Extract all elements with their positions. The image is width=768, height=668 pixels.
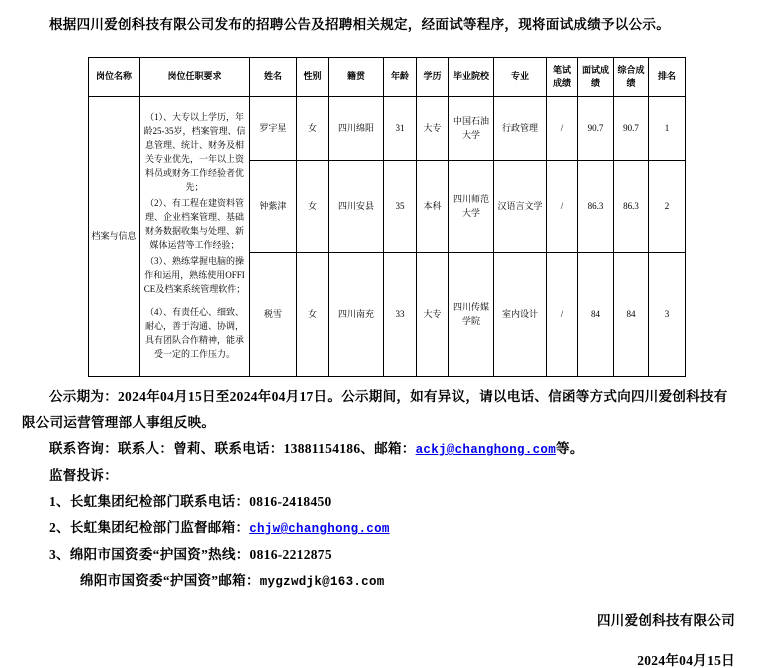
cell-written-score: /	[547, 161, 578, 253]
contact-prefix: 联系咨询：联系人：曾莉、联系电话：13881154186、邮箱：	[49, 441, 416, 456]
col-header-interview-score: 面试成绩	[578, 58, 614, 97]
table-row	[89, 97, 686, 161]
cell-name: 罗宇星	[250, 97, 297, 161]
col-header-gender: 性别	[297, 58, 329, 97]
requirement-item-2: （2）、有工程在建资料管理、企业档案管理、基础财务数据收集与处理、新媒体运营等工作经验；	[144, 198, 244, 250]
col-header-rank: 排名	[649, 58, 686, 97]
cell-job-requirements	[140, 97, 250, 377]
col-header-written-score: 笔试成绩	[547, 58, 578, 97]
supervision-item-4-prefix: 绵阳市国资委“护国资”邮箱：	[80, 573, 260, 588]
col-header-position-name: 岗位名称	[89, 58, 140, 97]
cell-gender: 女	[297, 161, 329, 253]
cell-school: 四川师范大学	[449, 161, 494, 253]
cell-education: 本科	[417, 161, 449, 253]
supervision-item-2	[22, 515, 738, 542]
cell-hometown: 四川安县	[329, 161, 384, 253]
supervision-item-1: 1、长虹集团纪检部门联系电话：0816-2418450	[49, 494, 332, 509]
cell-overall-score: 86.3	[614, 161, 649, 253]
cell-age: 35	[384, 161, 417, 253]
requirement-item-4: （4）、有责任心、细致、耐心，善于沟通、协调，具有团队合作精神，能承受一定的工作压力。	[144, 307, 244, 359]
supervision-item-3: 3、绵阳市国资委“护国资”热线：0816-2212875	[49, 547, 332, 562]
col-header-name: 姓名	[250, 58, 297, 97]
cell-major: 汉语言文学	[494, 161, 547, 253]
interview-results-table	[88, 57, 686, 377]
supervision-title: 监督投诉：	[49, 468, 118, 483]
cell-rank: 3	[649, 253, 686, 377]
cell-overall-score: 84	[614, 253, 649, 377]
cell-written-score: /	[547, 97, 578, 161]
supervision-item-4	[22, 568, 738, 595]
cell-name: 税雪	[250, 253, 297, 377]
cell-rank: 2	[649, 161, 686, 253]
col-header-education: 学历	[417, 58, 449, 97]
cell-school: 四川传媒学院	[449, 253, 494, 377]
col-header-overall-score: 综合成绩	[614, 58, 649, 97]
cell-gender: 女	[297, 253, 329, 377]
cell-age: 31	[384, 97, 417, 161]
col-header-hometown: 籍贯	[329, 58, 384, 97]
col-header-age: 年龄	[384, 58, 417, 97]
publicity-period-paragraph: 公示期为：2024年04月15日至2024年04月17日。公示期间，如有异议，请以电话、信函等方式向四川爱创科技有限公司运营管理部人事组反映。	[22, 389, 728, 430]
signature-block	[22, 608, 738, 668]
supervision-email-link[interactable]: chjw@changhong.com	[249, 522, 390, 536]
contact-email-link[interactable]: ackj@changhong.com	[415, 443, 557, 457]
cell-gender: 女	[297, 97, 329, 161]
cell-rank: 1	[649, 97, 686, 161]
cell-position-name: 档案与信息	[89, 97, 140, 377]
contact-line	[22, 436, 738, 463]
cell-interview-score: 86.3	[578, 161, 614, 253]
col-header-major: 专业	[494, 58, 547, 97]
cell-education: 大专	[417, 253, 449, 377]
col-header-requirements: 岗位任职要求	[140, 58, 250, 97]
cell-school: 中国石油大学	[449, 97, 494, 161]
cell-age: 33	[384, 253, 417, 377]
requirement-item-3: （3）、熟练掌握电脑的操作和运用，熟练使用OFFICE及档案系统管理软件；	[143, 256, 246, 294]
supervision-item-4-email: mygzwdjk@163.com	[259, 575, 385, 589]
cell-interview-score: 90.7	[578, 97, 614, 161]
cell-major: 室内设计	[494, 253, 547, 377]
intro-paragraph: 根据四川爱创科技有限公司发布的招聘公告及招聘相关规定，经面试等程序，现将面试成绩予以公示。	[49, 17, 670, 32]
cell-hometown: 四川绵阳	[329, 97, 384, 161]
cell-education: 大专	[417, 97, 449, 161]
cell-major: 行政管理	[494, 97, 547, 161]
col-header-school: 毕业院校	[449, 58, 494, 97]
signature-date: 2024年04月15日	[637, 653, 735, 668]
cell-hometown: 四川南充	[329, 253, 384, 377]
requirement-item-1: （1）、大专以上学历，年龄25-35岁，档案管理、信息管理、统计、财务及相关专业优先，一年以上资料员或财务工作经验者优先；	[143, 112, 246, 192]
signature-company: 四川爱创科技有限公司	[597, 613, 735, 628]
cell-interview-score: 84	[578, 253, 614, 377]
table-header-row	[89, 58, 686, 97]
cell-overall-score: 90.7	[614, 97, 649, 161]
supervision-item-2-prefix: 2、长虹集团纪检部门监督邮箱：	[49, 520, 250, 535]
cell-name: 钟紫津	[250, 161, 297, 253]
cell-written-score: /	[547, 253, 578, 377]
contact-suffix: 等。	[556, 441, 584, 456]
